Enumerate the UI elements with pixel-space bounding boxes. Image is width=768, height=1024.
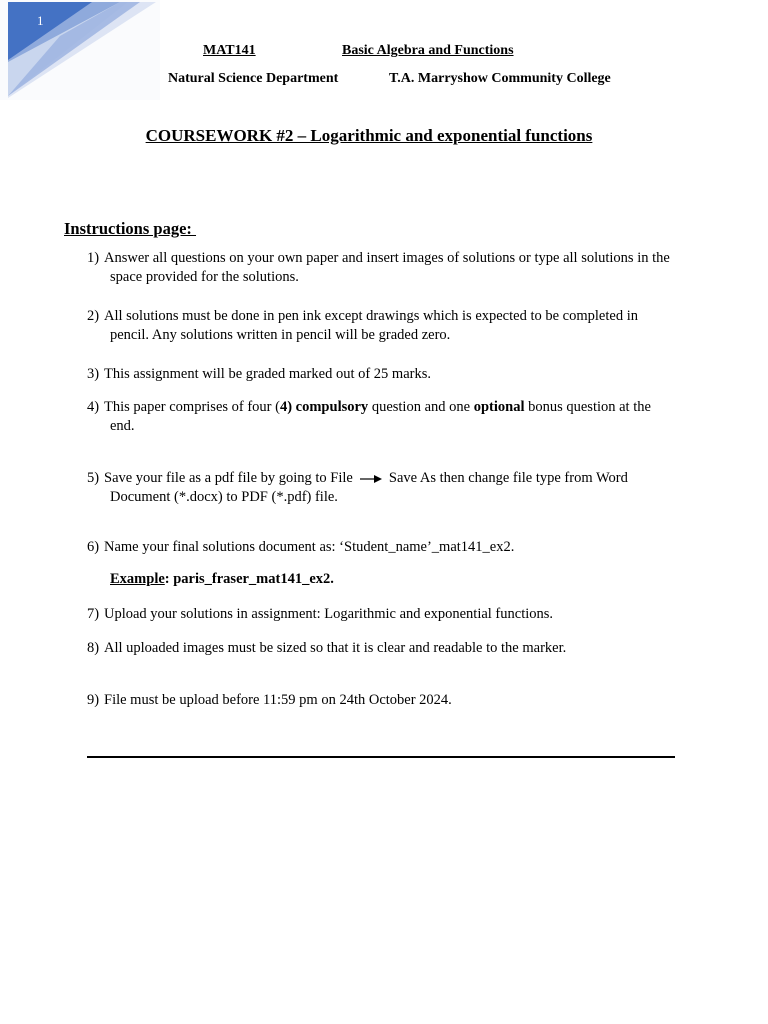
horizontal-rule — [87, 756, 675, 758]
instruction-item — [87, 605, 679, 624]
item-text-part: question and one — [368, 399, 474, 415]
instruction-item — [87, 639, 679, 658]
item-number: 9) — [87, 692, 100, 708]
item-number: 8) — [87, 640, 100, 656]
item-text: This assignment will be graded marked out of 25 marks. — [104, 366, 431, 382]
item-number: 5) — [87, 470, 100, 486]
document-title: COURSEWORK #2 – Logarithmic and exponential functions — [145, 126, 593, 145]
item-number: 6) — [87, 539, 100, 555]
instruction-item — [87, 365, 679, 384]
instruction-item — [87, 538, 679, 557]
item-text: Upload your solutions in assignment: Logarithmic and exponential functions. — [104, 606, 554, 622]
right-arrow-icon — [359, 474, 383, 484]
instructions-heading: Instructions page: — [64, 219, 197, 238]
instruction-item — [87, 249, 679, 287]
item-number: 3) — [87, 366, 100, 382]
item-number: 2) — [87, 308, 100, 324]
item-number: 4) — [87, 399, 100, 415]
item-text: Name your final solutions document as: ‘Student_name’_mat141_ex2. — [104, 539, 515, 555]
item-text-bold: optional — [473, 399, 525, 415]
instruction-item — [87, 691, 679, 710]
item-number: 1) — [87, 250, 100, 266]
instruction-item — [87, 307, 679, 345]
instruction-item — [87, 469, 679, 507]
item-text-bold: 4) compulsory — [279, 399, 369, 415]
item-text-part: bonus question at the end. — [110, 399, 651, 434]
instruction-item — [87, 398, 679, 436]
item-text — [87, 398, 679, 436]
item-text: All solutions must be done in pen ink except drawings which is expected to be completed in pencil. Any solutions written in pencil will be graded zero. — [104, 308, 638, 343]
corner-decoration — [0, 0, 160, 100]
item-text-part: Save your file as a pdf file by going to File — [104, 470, 353, 486]
example-value: : paris_fraser_mat141_ex2. — [164, 571, 334, 587]
item-number: 7) — [87, 606, 100, 622]
department-name: Natural Science Department — [168, 71, 339, 86]
item-text-part: This paper comprises of four ( — [104, 399, 280, 415]
college-name: T.A. Marryshow Community College — [389, 71, 611, 86]
course-code: MAT141 — [203, 43, 256, 58]
item-text: File must be upload before 11:59 pm on 24th October 2024. — [104, 692, 452, 708]
example-label: Example — [110, 571, 165, 587]
page-number: 1 — [37, 13, 44, 28]
item-text — [87, 469, 679, 507]
item-text: Answer all questions on your own paper and insert images of solutions or type all solutions in the space provided for the solutions. — [104, 250, 670, 285]
example-line — [110, 571, 334, 588]
item-text-part: Save As then change file type from Word Document (*.docx) to PDF (*.pdf) file. — [110, 470, 628, 505]
item-text: All uploaded images must be sized so that it is clear and readable to the marker. — [104, 640, 567, 656]
course-title: Basic Algebra and Functions — [342, 43, 514, 58]
